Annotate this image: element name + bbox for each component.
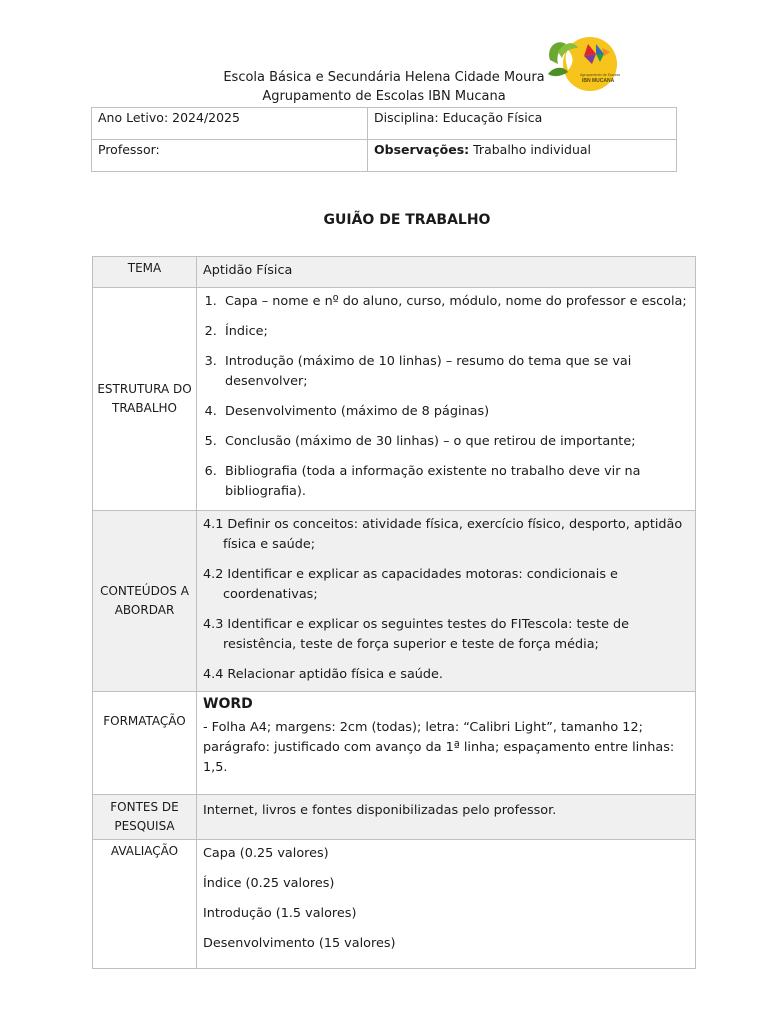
fontes-label: FONTES DE PESQUISA: [93, 795, 197, 840]
estrutura-cell: [197, 288, 696, 511]
ano-letivo-cell: Ano Letivo: 2024/2025: [92, 108, 368, 140]
avaliacao-cell: [197, 840, 696, 969]
table-row: [93, 692, 696, 795]
formatacao-label: FORMATAÇÃO: [93, 692, 197, 795]
list-item: 4.3 Identificar e explicar os seguintes testes do FITescola: teste de resistência, teste de força superior e teste de força média;: [203, 617, 630, 652]
tema-label: TEMA: [93, 257, 197, 288]
info-table: [91, 107, 677, 172]
conteudos-cell: [197, 511, 696, 692]
list-item: 4.4 Relacionar aptidão física e saúde.: [203, 667, 443, 682]
disciplina-cell: Disciplina: Educação Física: [368, 108, 677, 140]
fontes-value: Internet, livros e fontes disponibilizadas pelo professor.: [197, 795, 696, 840]
list-item: Capa (0.25 valores): [203, 846, 329, 861]
school-group: Agrupamento de Escolas IBN Mucana: [262, 89, 506, 104]
tema-value: Aptidão Física: [197, 257, 696, 288]
list-item: 3. Introdução (máximo de 10 linhas) – resumo do tema que se vai desenvolver;: [225, 352, 689, 392]
professor-cell: Professor:: [92, 140, 368, 172]
conteudos-label: CONTEÚDOS A ABORDAR: [93, 511, 197, 692]
estrutura-list: [203, 292, 689, 502]
formatacao-cell: [197, 692, 696, 795]
observacoes-value: Trabalho individual: [469, 142, 592, 157]
avaliacao-label: AVALIAÇÃO: [93, 840, 197, 969]
list-item: 6. Bibliografia (toda a informação existente no trabalho deve vir na bibliografia).: [225, 462, 689, 502]
document-title: GUIÃO DE TRABALHO: [323, 212, 491, 228]
table-row: [93, 257, 696, 288]
formatacao-text: - Folha A4; margens: 2cm (todas); letra: “Calibri Light”, tamanho 12; parágrafo: justificado com avanço da 1ª linha; espaçamento entre linhas: 1,5.: [203, 720, 675, 775]
list-item: 4.1 Definir os conceitos: atividade física, exercício físico, desporto, aptidão física e saúde;: [203, 517, 683, 552]
table-row: [93, 511, 696, 692]
table-row: [93, 840, 696, 969]
list-item: 4. Desenvolvimento (máximo de 8 páginas): [225, 402, 689, 422]
list-item: 2. Índice;: [225, 322, 689, 342]
table-row: [93, 288, 696, 511]
estrutura-label: ESTRUTURA DO TRABALHO: [93, 288, 197, 511]
svg-text:Agrupamento de Escolas: Agrupamento de Escolas: [580, 73, 620, 77]
observacoes-cell: [368, 140, 677, 172]
school-name: Escola Básica e Secundária Helena Cidade Moura: [223, 70, 545, 85]
list-item: 5. Conclusão (máximo de 30 linhas) – o que retirou de importante;: [225, 432, 689, 452]
formatacao-heading: WORD: [203, 696, 253, 712]
list-item: Desenvolvimento (15 valores): [203, 936, 396, 951]
table-row: [93, 795, 696, 840]
list-item: 1. Capa – nome e nº do aluno, curso, módulo, nome do professor e escola;: [225, 292, 689, 312]
svg-text:IBN MUCANA: IBN MUCANA: [582, 78, 615, 84]
list-item: Índice (0.25 valores): [203, 876, 335, 891]
list-item: 4.2 Identificar e explicar as capacidades motoras: condicionais e coordenativas;: [203, 567, 618, 602]
list-item: Introdução (1.5 valores): [203, 906, 357, 921]
observacoes-label: Observações:: [374, 142, 470, 157]
guide-table: [92, 256, 696, 969]
